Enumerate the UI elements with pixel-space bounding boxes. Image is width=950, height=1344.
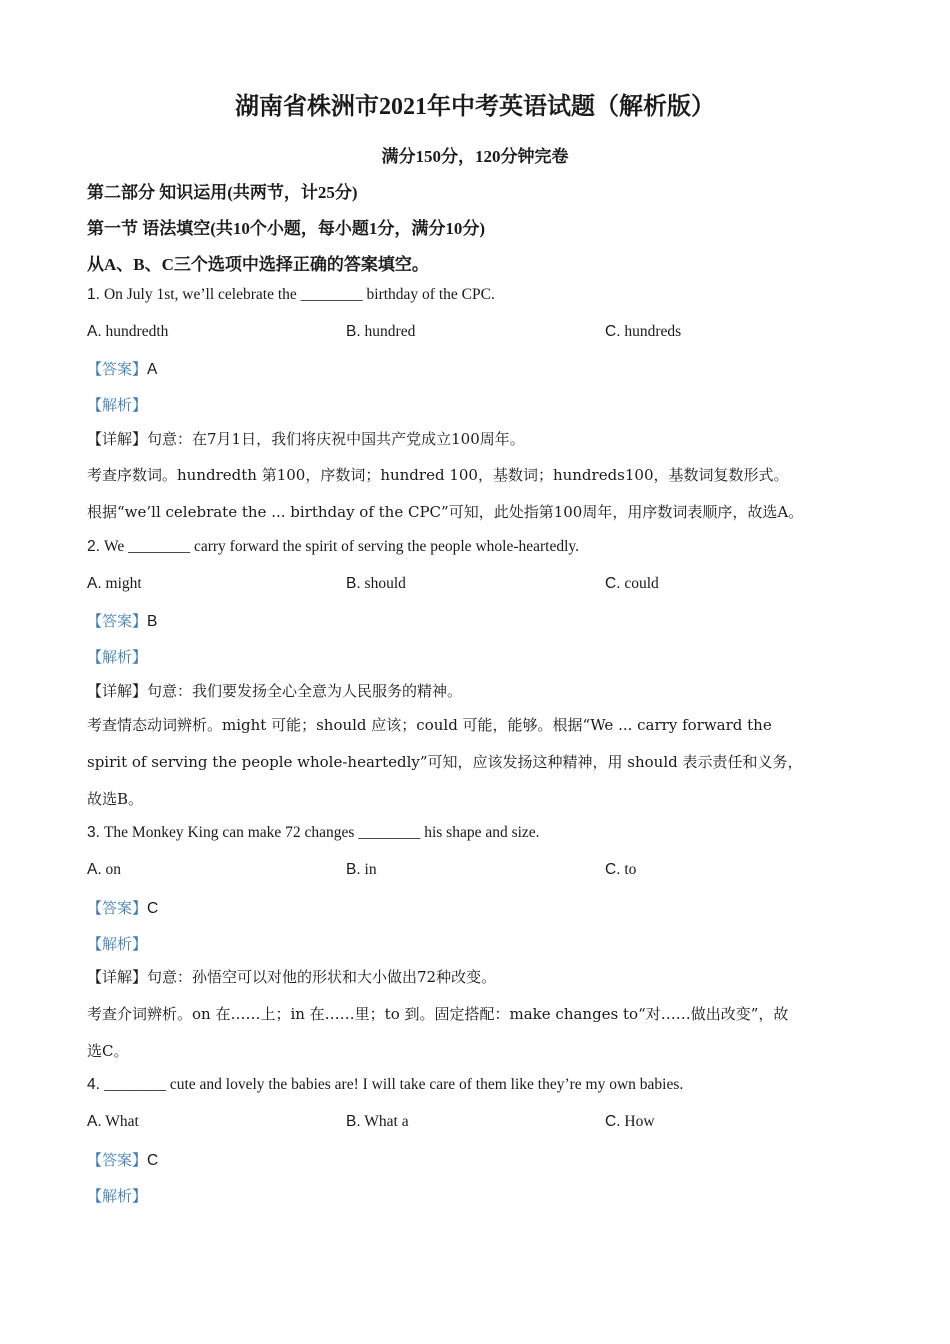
option-text: What (105, 1113, 139, 1130)
option-b (346, 861, 377, 879)
answer-tag: 【答案】 (87, 1151, 148, 1169)
option-a (87, 1113, 139, 1131)
question-2 (87, 538, 579, 556)
analysis-tag: 【解析】 (87, 396, 148, 414)
option-text: in (364, 861, 377, 878)
question-4 (87, 1076, 683, 1094)
option-c (605, 1113, 655, 1131)
option-b (346, 575, 406, 593)
option-letter: B. (346, 323, 361, 340)
explain-line: 考查情态动词辨析。might 可能；should 应该；could 可能，能够。根据“We ... carry forward the (87, 716, 772, 734)
option-letter: C. (605, 1113, 621, 1130)
question-text: The Monkey King can make 72 changes ________ his shape and size. (103, 824, 540, 841)
answer-value: A (147, 361, 158, 378)
detail-tag: 【详解】 (87, 682, 148, 700)
option-a (87, 323, 168, 341)
question-text: We ________ carry forward the spirit of serving the people whole-heartedly. (103, 538, 580, 555)
detail-text: 句意：我们要发扬全心全意为人民服务的精神。 (147, 682, 463, 700)
page-title: 湖南省株洲市2021年中考英语试题（解析版） (235, 94, 715, 120)
option-letter: A. (87, 323, 102, 340)
question-1 (87, 286, 495, 304)
detail-tag: 【详解】 (87, 430, 148, 448)
question-text: On July 1st, we’ll celebrate the ________ birthday of the CPC. (103, 286, 495, 303)
option-text: What a (364, 1113, 409, 1130)
detail-text: 句意：在7月1日，我们将庆祝中国共产党成立100周年。 (147, 430, 525, 448)
question-number: 1. (87, 286, 100, 303)
option-c (605, 323, 681, 341)
answer-value: C (147, 1152, 159, 1169)
detail-row (87, 966, 496, 987)
option-c (605, 575, 659, 593)
answer-tag: 【答案】 (87, 360, 148, 378)
explain-line: spirit of serving the people whole-heartedly”可知，应该发扬这种精神，用 should 表示责任和义务， (87, 753, 803, 771)
answer-tag: 【答案】 (87, 612, 148, 630)
answer-row (87, 610, 157, 631)
option-letter: B. (346, 1113, 361, 1130)
option-text: hundred (364, 323, 416, 340)
part-heading: 第二部分 知识运用(共两节，计25分) (87, 183, 358, 202)
detail-row (87, 680, 462, 701)
option-text: to (624, 861, 637, 878)
instruction-text: 从A、B、C三个选项中选择正确的答案填空。 (87, 255, 429, 274)
section-heading: 第一节 语法填空(共10个小题，每小题1分，满分10分) (87, 219, 486, 238)
option-letter: C. (605, 861, 621, 878)
option-letter: A. (87, 575, 102, 592)
option-letter: B. (346, 575, 361, 592)
answer-tag: 【答案】 (87, 899, 148, 917)
option-letter: A. (87, 1113, 102, 1130)
analysis-tag: 【解析】 (87, 1187, 148, 1205)
question-3 (87, 824, 540, 842)
option-text: hundreds (624, 323, 682, 340)
analysis-tag: 【解析】 (87, 648, 148, 666)
explain-line: 根据“we’ll celebrate the ... birthday of the CPC”可知，此处指第100周年，用序数词表顺序，故选A。 (87, 503, 804, 521)
option-letter: B. (346, 861, 361, 878)
explain-line: 考查序数词。hundredth 第100，序数词；hundred 100，基数词；hundreds100，基数词复数形式。 (87, 466, 789, 484)
option-text: might (105, 575, 142, 592)
option-letter: C. (605, 575, 621, 592)
question-number: 3. (87, 824, 100, 841)
analysis-tag: 【解析】 (87, 935, 148, 953)
explain-line: 故选B。 (87, 790, 144, 808)
page-subtitle: 满分150分，120分钟完卷 (381, 147, 569, 166)
option-b (346, 1113, 409, 1131)
answer-row (87, 358, 157, 379)
option-a (87, 575, 142, 593)
explain-line: 考查介词辨析。on 在……上；in 在……里；to 到。固定搭配：make changes to“对……做出改变”，故 (87, 1005, 789, 1023)
option-letter: A. (87, 861, 102, 878)
answer-row (87, 1149, 158, 1170)
option-text: on (105, 861, 122, 878)
option-b (346, 323, 415, 341)
answer-value: B (147, 613, 158, 630)
detail-tag: 【详解】 (87, 968, 148, 986)
question-text: ________ cute and lovely the babies are! I will take care of them like they’re my own babies. (103, 1076, 684, 1093)
option-letter: C. (605, 323, 621, 340)
option-c (605, 861, 636, 879)
detail-text: 句意：孙悟空可以对他的形状和大小做出72种改变。 (147, 968, 497, 986)
option-text: should (364, 575, 406, 592)
option-a (87, 861, 121, 879)
option-text: could (624, 575, 659, 592)
question-number: 4. (87, 1076, 100, 1093)
option-text: hundredth (105, 323, 169, 340)
answer-value: C (147, 900, 159, 917)
detail-row (87, 428, 525, 449)
option-text: How (624, 1113, 655, 1130)
answer-row (87, 897, 158, 918)
question-number: 2. (87, 538, 100, 555)
explain-line: 选C。 (87, 1042, 129, 1060)
